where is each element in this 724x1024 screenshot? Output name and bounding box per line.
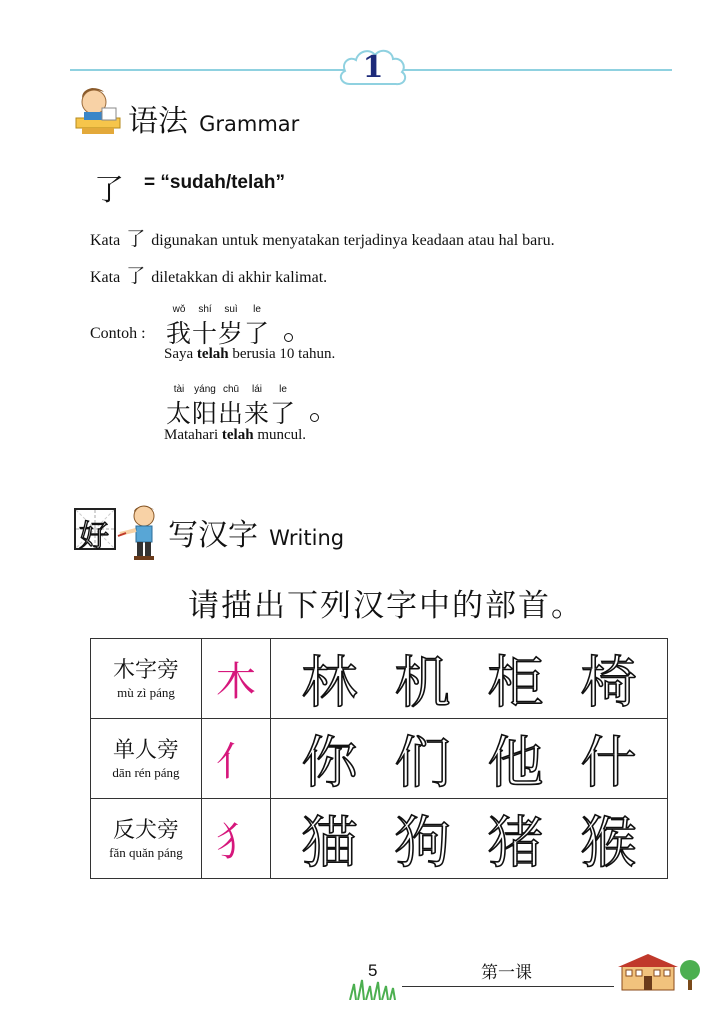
writing-heading: [168, 510, 344, 554]
radical-pinyin: mù zì páng: [117, 684, 175, 700]
radical-name: 单人旁: [112, 737, 179, 763]
grammar-line-2: Kata 了 diletakkan di akhir kalimat.: [90, 265, 328, 287]
writing-title-cn: 写汉字: [168, 518, 258, 553]
school-icon: [618, 952, 702, 992]
writing-instruction: 请描出下列汉字中的部首。: [188, 588, 584, 624]
example-2-char: 太: [166, 399, 192, 428]
trace-chars-cell: [271, 719, 668, 799]
radical-table: [90, 638, 668, 879]
radical-name-cell: [91, 799, 202, 879]
example-1-char: 岁: [218, 319, 244, 348]
radical-name: 反犬旁: [112, 817, 179, 843]
example-1-char: 十: [192, 319, 218, 348]
rule-equation: = “sudah/telah”: [144, 172, 285, 193]
rule-char: 了: [94, 173, 124, 208]
period-circle: [310, 413, 319, 422]
example-2-pinyin: le: [279, 384, 287, 395]
page-number: 5: [368, 961, 378, 980]
trace-char[interactable]: 们: [394, 730, 451, 796]
writing-boy-icon: [116, 502, 164, 562]
example-2-pinyin: tài: [173, 384, 185, 395]
trace-char[interactable]: 柜: [487, 650, 544, 716]
example-2-char: 阳: [192, 399, 218, 428]
grammar-line-1: Kata 了 digunakan untuk menyatakan terjadinya keadaan atau hal baru.: [90, 228, 555, 250]
example-2-pinyin: chū: [222, 384, 240, 395]
example-1-translation: Saya telah berusia 10 tahun.: [164, 346, 336, 362]
trace-char[interactable]: 机: [394, 650, 451, 716]
page-badge-number: 1: [362, 50, 384, 85]
table-row: [91, 799, 668, 879]
example-2-pinyin: yáng: [194, 384, 216, 395]
radical-name-cell: [91, 719, 202, 799]
writing-practice-icon: [74, 508, 116, 554]
writing-title-en: Writing: [269, 526, 345, 550]
trace-char[interactable]: 林: [301, 650, 358, 716]
example-1-pinyin: shí: [198, 304, 212, 315]
example-1-char: 我: [166, 319, 192, 348]
grammar-title-en: Grammar: [199, 112, 300, 136]
grammar-title-cn: 语法: [128, 104, 188, 139]
example-2-char: 了: [270, 399, 296, 428]
radical-name-cell: [91, 639, 202, 719]
example-1-pinyin: suì: [224, 304, 238, 315]
example-2-char: 出: [218, 399, 244, 428]
trace-char[interactable]: 猪: [487, 810, 544, 876]
trace-char[interactable]: 椅: [580, 650, 637, 716]
radical-pinyin: fǎn quǎn páng: [109, 844, 183, 860]
grammar-heading: [128, 96, 299, 140]
example-1-pinyin: wǒ: [172, 304, 186, 315]
page-badge: [336, 44, 410, 92]
lesson-label: 第一课: [481, 963, 532, 983]
trace-chars-cell: [271, 639, 668, 719]
trace-char[interactable]: 猴: [580, 810, 637, 876]
trace-char[interactable]: 你: [301, 730, 358, 796]
radical-cell: 亻: [202, 719, 271, 799]
example-2-char: 来: [244, 399, 270, 428]
grass-icon: [346, 978, 398, 1000]
grammar-boy-icon: [72, 84, 124, 136]
example-2-pinyin: lái: [251, 384, 262, 395]
writing-icon-char: 好: [79, 519, 109, 554]
table-row: [91, 639, 668, 719]
trace-chars-cell: [271, 799, 668, 879]
period-circle: [284, 333, 293, 342]
radical-cell: 木: [202, 639, 271, 719]
example-1-pinyin: le: [253, 304, 261, 315]
trace-char[interactable]: 狗: [394, 810, 451, 876]
table-row: [91, 719, 668, 799]
radical-pinyin: dān rén páng: [112, 764, 180, 780]
trace-char[interactable]: 什: [580, 730, 637, 796]
trace-char[interactable]: 猫: [301, 810, 358, 876]
radical-cell: 犭: [202, 799, 271, 879]
example-1-char: 了: [244, 319, 270, 348]
example-label: Contoh :: [90, 325, 146, 342]
footer-divider: [402, 986, 614, 987]
radical-name: 木字旁: [112, 657, 179, 683]
example-2-translation: Matahari telah muncul.: [164, 427, 307, 443]
trace-char[interactable]: 他: [487, 730, 544, 796]
